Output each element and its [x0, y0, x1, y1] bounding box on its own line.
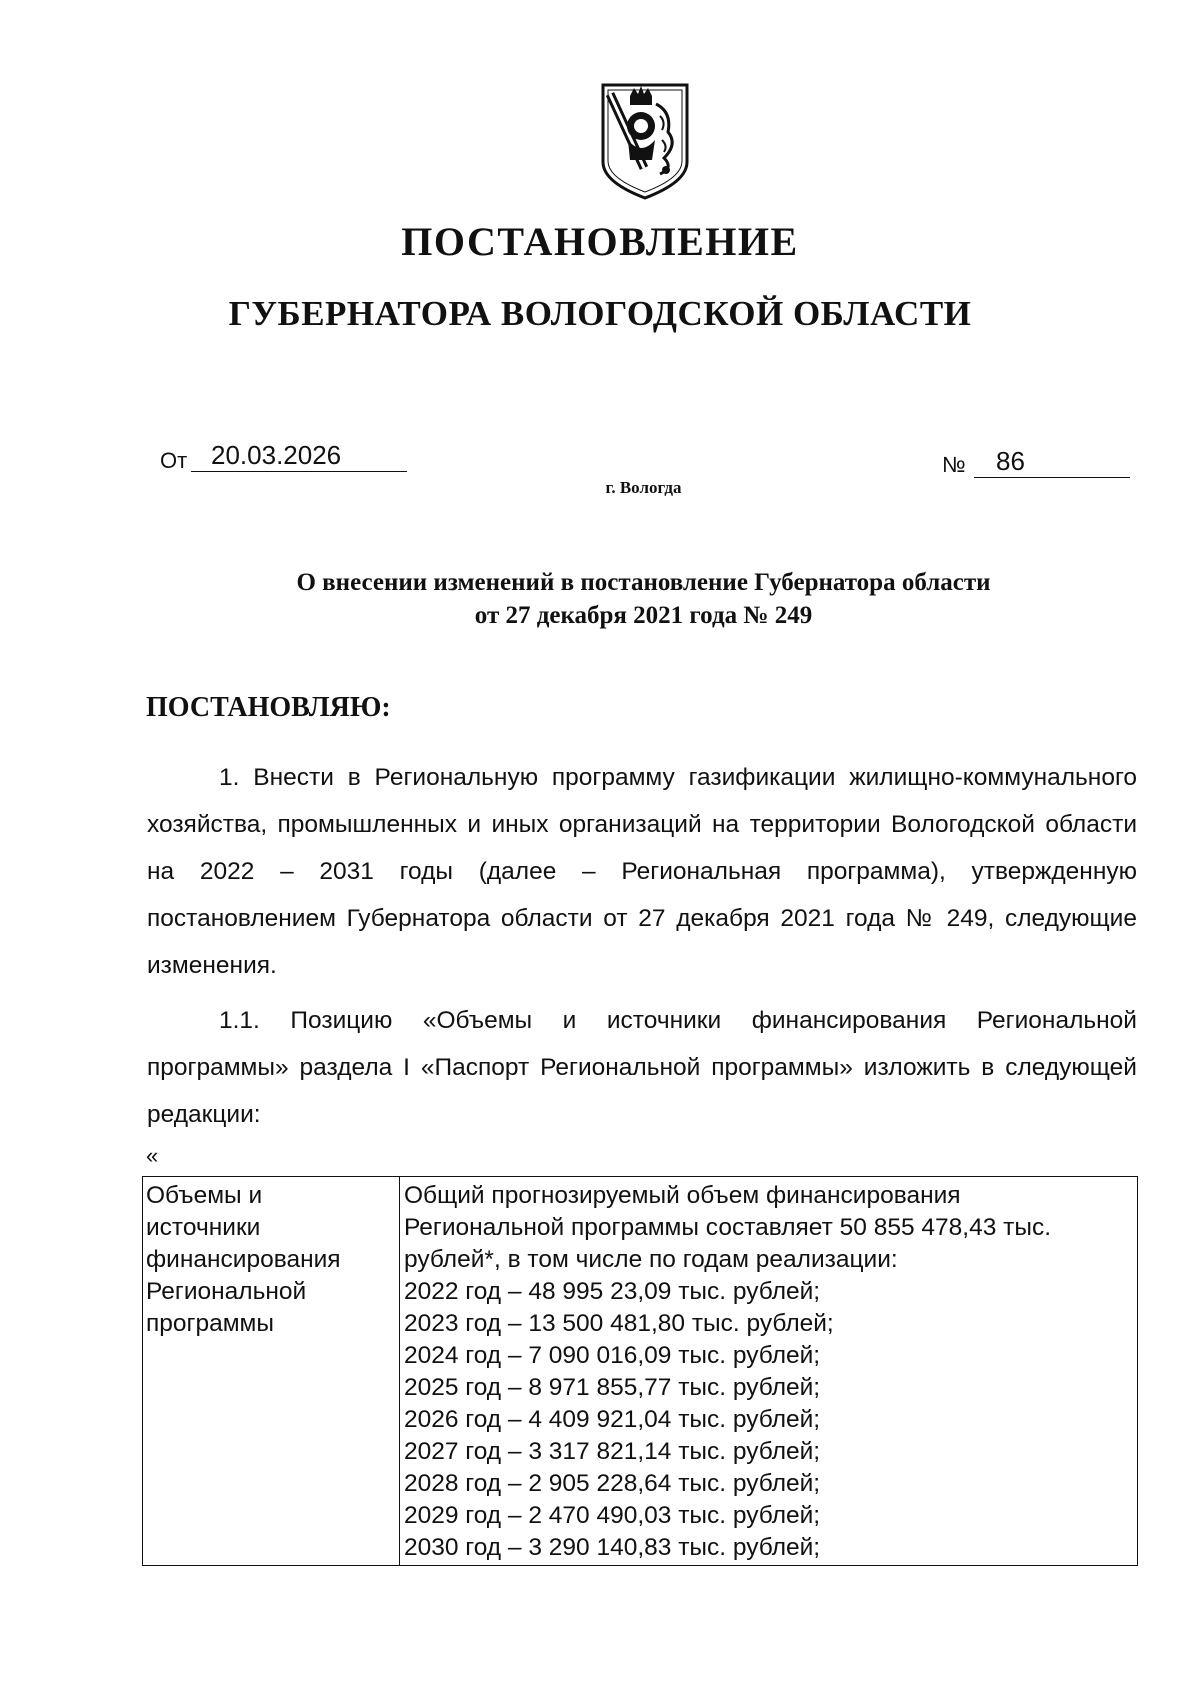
number-label: № — [942, 452, 966, 477]
year-funding-line: 2030 год – 3 290 140,83 тыс. рублей; — [404, 1534, 821, 1561]
paragraph-1-text: 1. Внести в Региональную программу газификации жилищно-коммунального хозяйства, промышленных и иных организаций на территории Вологодской области на 2022 – 2031 годы (далее – Региональная программа), утвержденную постановлением Губернатора области от 27 декабря 2021 года № 249, следующие изменения. — [147, 764, 1137, 979]
value-line: Общий прогнозируемый объем финансирования — [404, 1182, 961, 1209]
document-subtitle: ГУБЕРНАТОРА ВОЛОГОДСКОЙ ОБЛАСТИ — [228, 294, 972, 333]
year-funding-line: 2023 год – 13 500 481,80 тыс. рублей; — [404, 1310, 834, 1337]
decree-heading: ПОСТАНОВЛЯЮ: — [146, 692, 391, 723]
financing-table — [142, 1176, 1138, 1566]
city-name: г. Вологда — [605, 478, 682, 497]
year-funding-line: 2026 год – 4 409 921,04 тыс. рублей; — [404, 1406, 821, 1433]
date-label: От — [160, 448, 188, 473]
year-funding-line: 2029 год – 2 470 490,03 тыс. рублей; — [404, 1502, 821, 1529]
document-subject — [0, 566, 1200, 632]
paragraph-1 — [147, 754, 1137, 989]
year-funding-line: 2024 год – 7 090 016,09 тыс. рублей; — [404, 1342, 821, 1369]
opening-quote: « — [146, 1143, 159, 1168]
year-funding-line: 2028 год – 2 905 228,64 тыс. рублей; — [404, 1470, 821, 1497]
label-line: финансирования — [146, 1246, 341, 1273]
label-line: Региональной — [146, 1278, 307, 1305]
document-date: 20.03.2026 — [191, 440, 407, 472]
paragraph-2 — [147, 997, 1137, 1138]
year-funding-line: 2022 год – 48 995 23,09 тыс. рублей; — [404, 1278, 821, 1305]
year-funding-line: 2025 год – 8 971 855,77 тыс. рублей; — [404, 1374, 821, 1401]
value-line: рублей*, в том числе по годам реализации: — [404, 1246, 898, 1273]
label-line: Объемы и — [146, 1182, 263, 1209]
year-funding-line: 2027 год – 3 317 821,14 тыс. рублей; — [404, 1438, 821, 1465]
financing-table-label-cell — [143, 1177, 400, 1565]
value-line: Региональной программы составляет 50 855 478,43 тыс. — [404, 1214, 1052, 1241]
subject-line-1: О внесении изменений в постановление Губернатора области — [296, 569, 991, 596]
subject-line-2: от 27 декабря 2021 года № 249 — [474, 602, 813, 629]
financing-table-value-cell — [400, 1177, 1137, 1565]
paragraph-2-text: 1.1. Позицию «Объемы и источники финансирования Региональной программы» раздела I «Паспорт Региональной программы» изложить в следующей редакции: — [147, 1007, 1137, 1128]
label-line: источники — [146, 1214, 261, 1241]
document-title: ПОСТАНОВЛЕНИЕ — [401, 219, 799, 264]
label-line: программы — [146, 1310, 275, 1337]
coat-of-arms-icon — [600, 82, 690, 200]
document-number: 86 — [974, 446, 1130, 478]
